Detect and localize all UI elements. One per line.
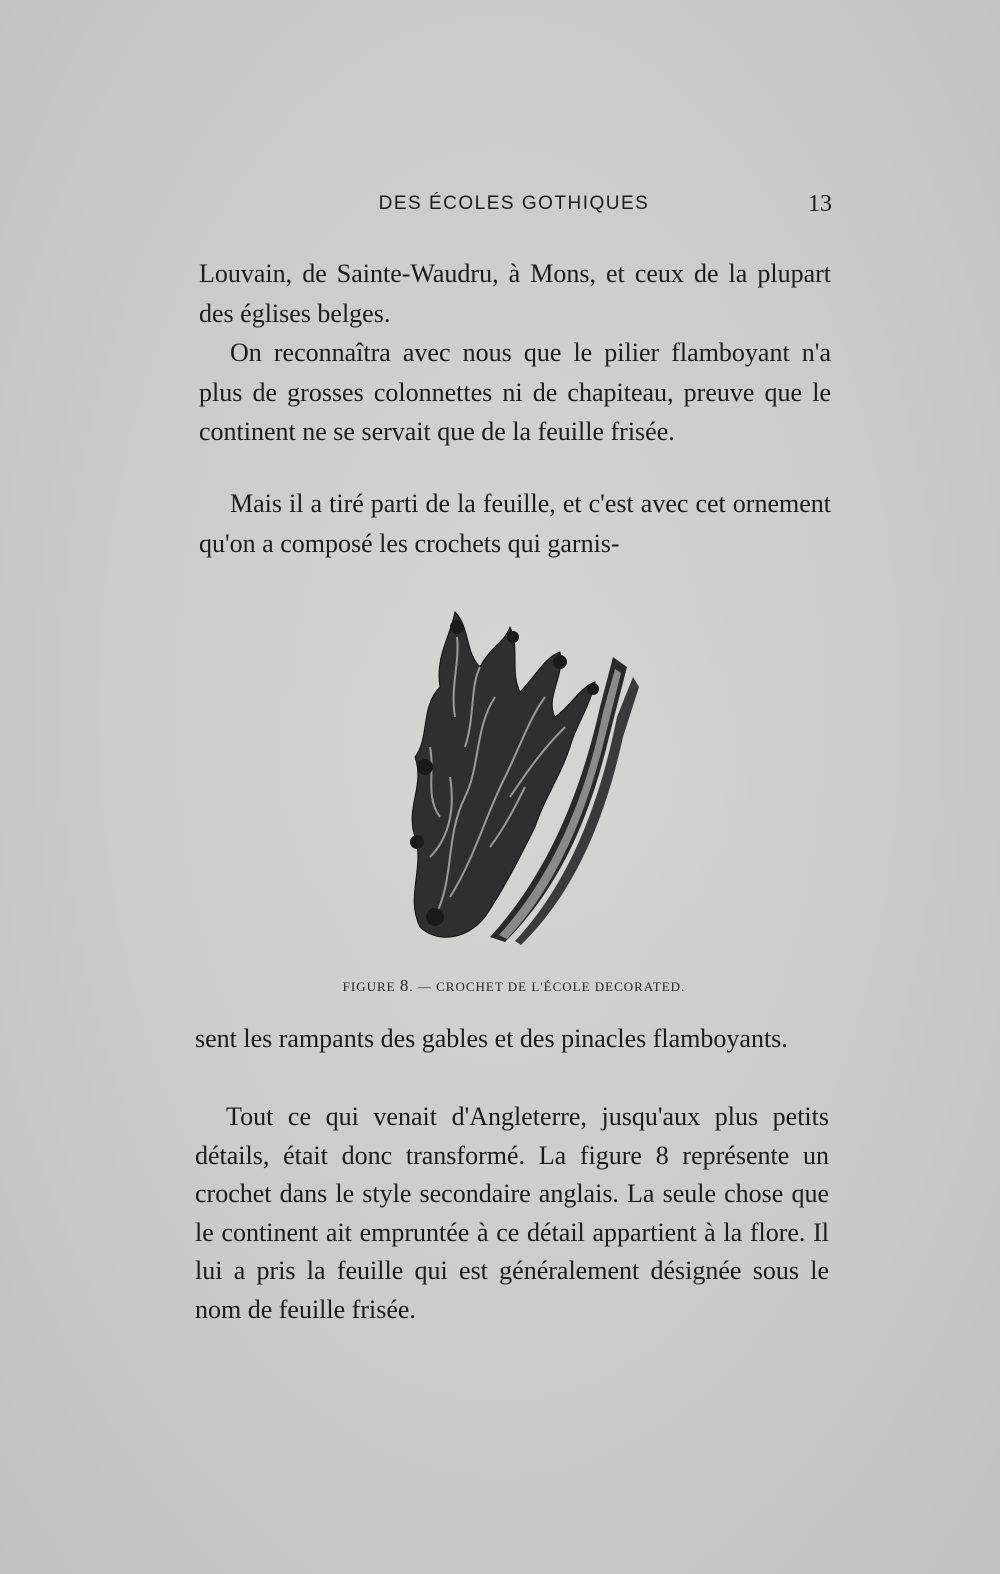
crochet-engraving — [395, 597, 645, 947]
paragraph-1: Louvain, de Sainte-Waudru, à Mons, et ceux de la plupart des églises belges. — [199, 259, 831, 328]
caption-text: . — CROCHET DE L'ÉCOLE DECORATED. — [409, 979, 686, 994]
caption-label: FIGURE — [342, 979, 396, 994]
running-head-title: DES ÉCOLES GOTHIQUES — [378, 193, 650, 214]
foliage — [412, 612, 595, 937]
paragraph-5: Tout ce qui venait d'Angleterre, jusqu'aux plus petits détails, était donc transformé. La figure 8 représente un crochet dans le style secondaire anglais. La seule chose que le continent ait empruntée à ce détail appartient à la flore. Il lui a pris la feuille qui est généralement désignée sous le nom de feuille frisée. — [195, 1102, 829, 1324]
caption-number: 8 — [399, 976, 410, 995]
figure-8 — [260, 572, 780, 972]
page-number: 13 — [808, 191, 832, 217]
paragraph-3: Mais il a tiré parti de la feuille, et c'est avec cet ornement qu'on a composé les crochets qui garnis- — [199, 489, 831, 558]
paragraph-2: On reconnaîtra avec nous que le pilier flamboyant n'a plus de grosses colonnettes ni de chapiteau, preuve que le continent ne se servait que de la feuille frisée. — [199, 338, 831, 446]
figure-caption — [196, 976, 832, 996]
paragraph-4: sent les rampants des gables et des pinacles flamboyants. — [195, 1024, 788, 1053]
running-head — [196, 193, 832, 225]
